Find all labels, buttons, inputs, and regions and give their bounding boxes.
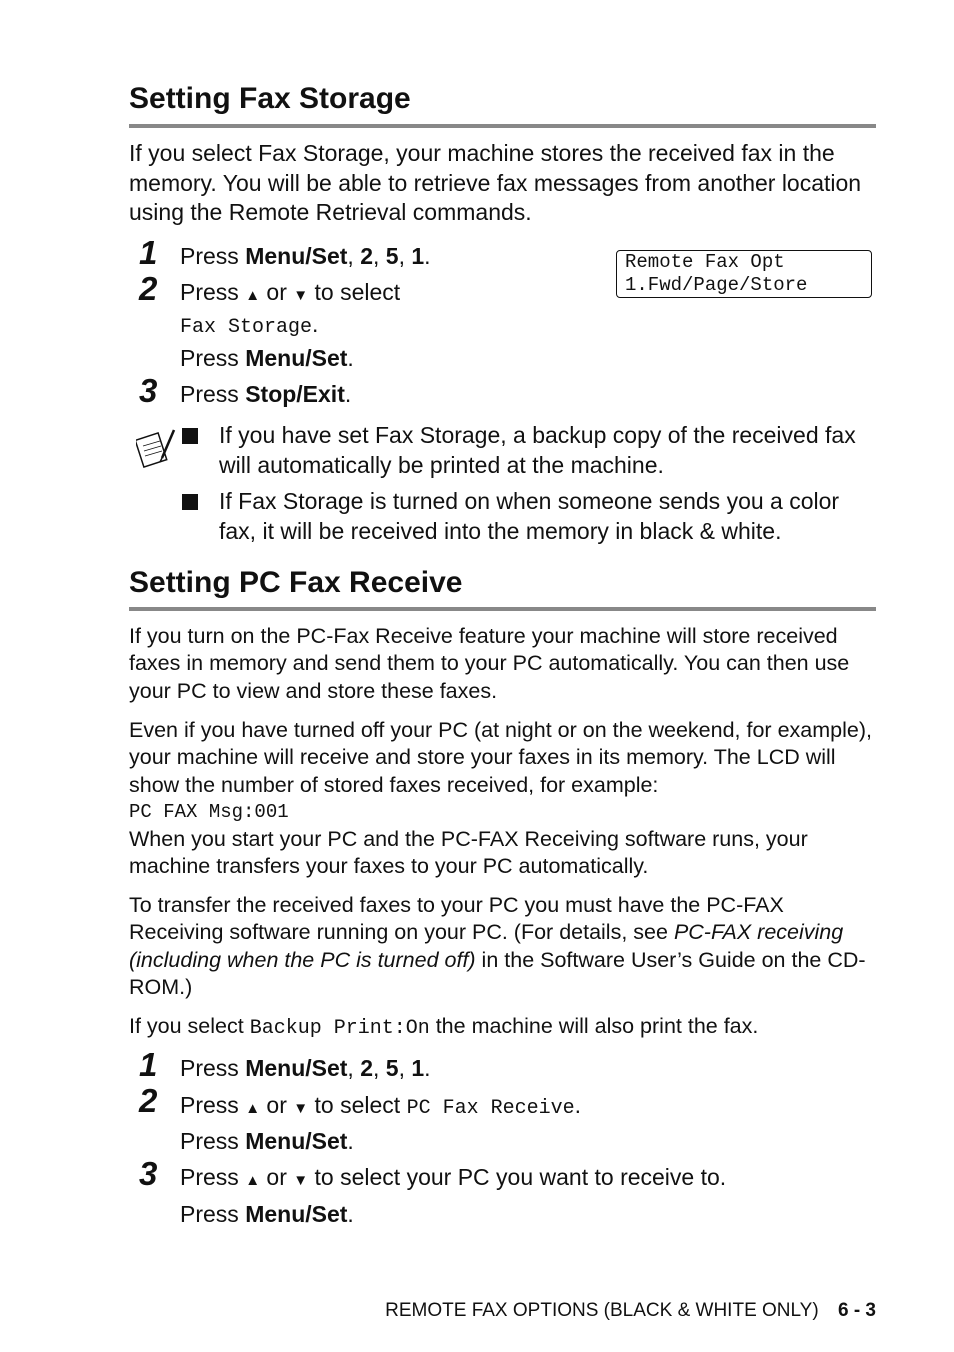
lcd-display: Remote Fax Opt 1.Fwd/Page/Store xyxy=(616,250,872,298)
section-rule xyxy=(129,607,876,611)
step-text: Press Menu/Set. xyxy=(180,1128,354,1154)
up-arrow-icon: ▲ xyxy=(245,287,261,304)
note-text: If you have set Fax Storage, a backup copy of the received fax will automatically be printed at the machine. xyxy=(219,422,856,478)
down-arrow-icon: ▼ xyxy=(293,1100,309,1117)
step-text: Press Stop/Exit. xyxy=(180,381,352,407)
section-title-fax-storage: Setting Fax Storage xyxy=(129,82,411,115)
bullet xyxy=(182,494,198,510)
paragraph: If you turn on the PC-Fax Receive feature your machine will store received faxes in memory and send them to your PC automatically. You can then use your PC to view and store these faxes. xyxy=(129,624,850,703)
note-text: If Fax Storage is turned on when someone sends you a color fax, it will be received into the memory in black & white. xyxy=(219,488,840,544)
step-number: 1 xyxy=(139,234,158,271)
paragraph: When you start your PC and the PC-FAX Receiving software runs, your machine transfers your faxes to your PC automatically. xyxy=(129,827,808,879)
step-text: Press Menu/Set, 2, 5, 1. xyxy=(180,243,431,269)
step-text: Press ▲ or ▼ to select xyxy=(180,279,401,305)
note-pencil-icon xyxy=(136,426,178,468)
step-text: Press Menu/Set, 2, 5, 1. xyxy=(180,1055,431,1081)
step-number: 1 xyxy=(139,1046,158,1083)
step-option: Fax Storage. xyxy=(180,311,319,339)
page-footer xyxy=(385,1300,876,1322)
lcd-example: PC FAX Msg:001 xyxy=(129,801,289,823)
step-number: 2 xyxy=(139,1082,158,1119)
step-text: Press Menu/Set. xyxy=(180,345,354,371)
section-title-pc-fax-receive: Setting PC Fax Receive xyxy=(129,566,463,599)
footer-chapter: REMOTE FAX OPTIONS (BLACK & WHITE ONLY) xyxy=(385,1300,819,1321)
step-text: Press ▲ or ▼ to select PC Fax Receive. xyxy=(180,1092,581,1120)
bullet xyxy=(182,428,198,444)
paragraph: If you select Backup Print:On the machine will also print the fax. xyxy=(129,1014,759,1040)
step-number: 3 xyxy=(139,372,158,409)
step-text: Press Menu/Set. xyxy=(180,1201,354,1227)
step-text: Press ▲ or ▼ to select your PC you want to receive to. xyxy=(180,1164,727,1190)
down-arrow-icon: ▼ xyxy=(293,1172,309,1189)
section-rule xyxy=(129,124,876,128)
down-arrow-icon: ▼ xyxy=(293,287,309,304)
paragraph: Even if you have turned off your PC (at night or on the weekend, for example), your machine will receive and store your faxes in its memory. The LCD will show the number of stored faxes received, for example: xyxy=(129,718,872,797)
intro-paragraph: If you select Fax Storage, your machine stores the received fax in the memory. You will be able to retrieve fax messages from another location using the Remote Retrieval commands. xyxy=(129,140,862,225)
paragraph: To transfer the received faxes to your PC you must have the PC-FAX Receiving software running on your PC. (For details, see PC-FAX receiving (including when the PC is turned off) in the Software User’s Guide on the CD-ROM.) xyxy=(129,893,866,999)
up-arrow-icon: ▲ xyxy=(245,1100,261,1117)
step-number: 3 xyxy=(139,1155,158,1192)
footer-page-number: 6 - 3 xyxy=(837,1300,876,1321)
step-number: 2 xyxy=(139,270,158,307)
up-arrow-icon: ▲ xyxy=(245,1172,261,1189)
